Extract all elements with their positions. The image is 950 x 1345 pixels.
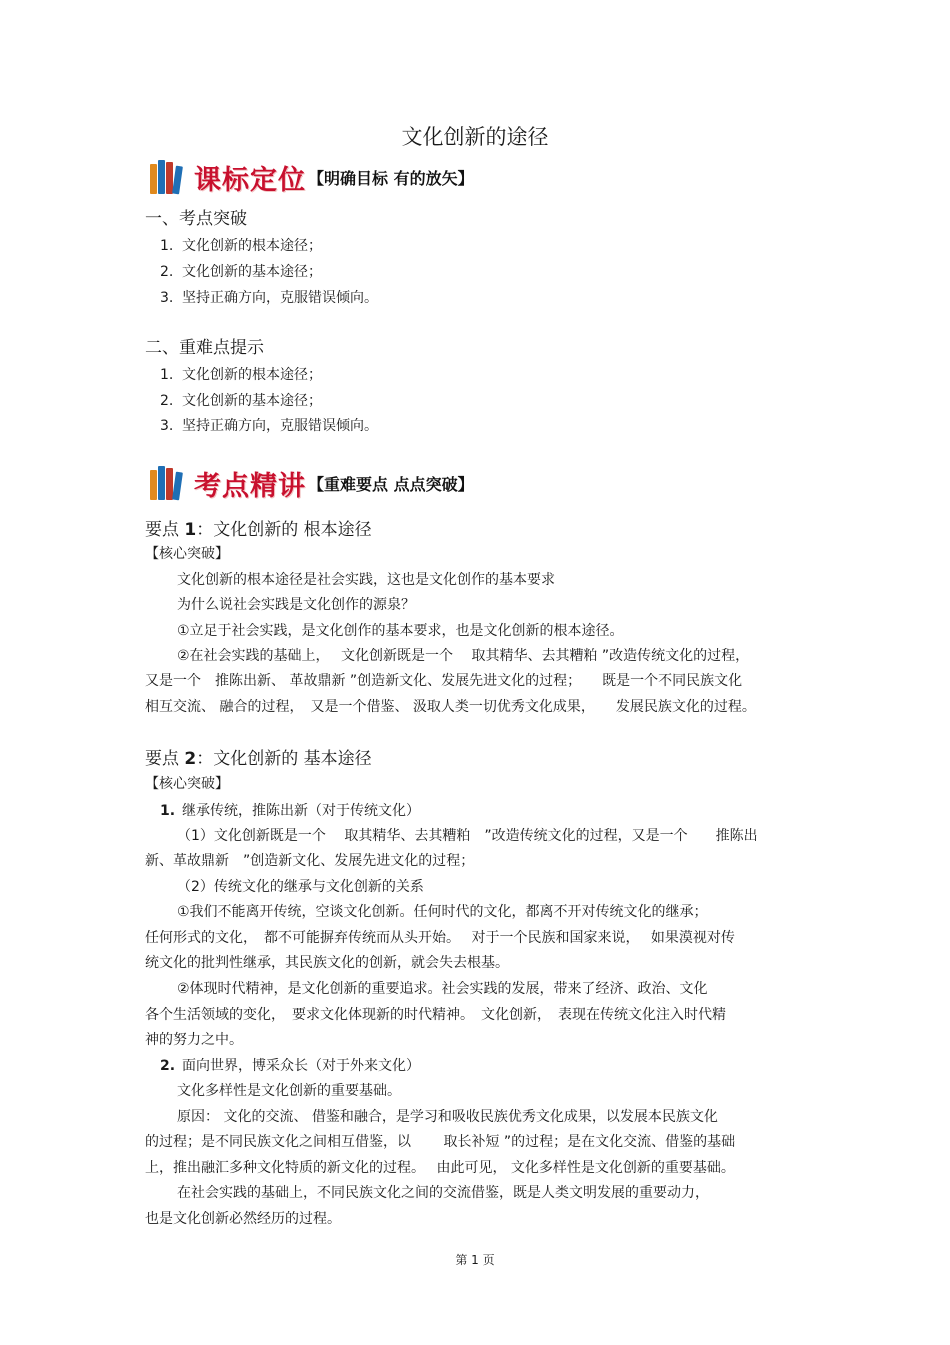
paragraph-line: ①立足于社会实践，是文化创作的基本要求，也是文化创新的根本途径。 bbox=[177, 623, 624, 639]
point-heading: 要点 2：文化创新的 基本途径 bbox=[145, 749, 372, 769]
section-heading: 二、重难点提示 bbox=[145, 338, 264, 358]
books-icon bbox=[150, 160, 186, 194]
paragraph-line: （1）文化创新既是一个 取其精华、去其糟粕 ”改造传统文化的过程，又是一个 推陈出 bbox=[177, 828, 758, 844]
paragraph-line: ②体现时代精神，是文化创新的重要追求。社会实践的发展，带来了经济、政治、文化 bbox=[177, 981, 708, 997]
paragraph-line: 任何形式的文化， 都不可能摒弃传统而从头开始。 对于一个民族和国家来说， 如果漠视对传 bbox=[145, 930, 735, 946]
paragraph-line: ②在社会实践的基础上， 文化创新既是一个 取其精华、去其糟粕 ”改造传统文化的过程， bbox=[177, 648, 750, 664]
list-item: 3. 坚持正确方向，克服错误倾向。 bbox=[160, 418, 378, 434]
paragraph-line: 各个生活领域的变化， 要求文化体现新的时代精神。 文化创新， 表现在传统文化注入时代精 bbox=[145, 1007, 726, 1023]
page-title: 文化创新的途径 bbox=[401, 125, 549, 149]
core-label: 【核心突破】 bbox=[145, 546, 229, 562]
paragraph-line: 新、革故鼎新 ”创造新文化、发展先进文化的过程； bbox=[145, 853, 475, 869]
paragraph-line: 原因： 文化的交流、 借鉴和融合，是学习和吸收民族优秀文化成果，以发展本民族文化 bbox=[177, 1109, 718, 1125]
paragraph-line: 为什么说社会实践是文化创作的源泉？ bbox=[177, 597, 415, 613]
paragraph-line: ①我们不能离开传统，空谈文化创新。任何时代的文化，都离不开对传统文化的继承； bbox=[177, 904, 708, 920]
banner-sub-label: 【明确目标 有的放矢】 bbox=[308, 168, 474, 188]
banner-course-standard bbox=[150, 155, 474, 199]
point-heading: 要点 1：文化创新的 根本途径 bbox=[145, 520, 372, 540]
list-item: 1. 文化创新的根本途径； bbox=[160, 367, 322, 383]
paragraph-line: 文化多样性是文化创新的重要基础。 bbox=[177, 1083, 401, 1099]
list-item: 2. 文化创新的基本途径； bbox=[160, 393, 322, 409]
banner-key-points bbox=[150, 461, 474, 505]
books-icon bbox=[150, 466, 186, 500]
banner-main-label: 课标定位 bbox=[194, 164, 306, 196]
sub-heading: 2. 面向世界，博采众长（对于外来文化） bbox=[160, 1058, 420, 1074]
list-item: 2. 文化创新的基本途径； bbox=[160, 264, 322, 280]
list-item: 1. 文化创新的根本途径； bbox=[160, 238, 322, 254]
section-heading: 一、考点突破 bbox=[145, 209, 247, 229]
paragraph-line: 统文化的批判性继承，其民族文化的创新，就会失去根基。 bbox=[145, 955, 509, 971]
paragraph-line: 的过程；是不同民族文化之间相互借鉴，以 取长补短 ”的过程；是在文化交流、借鉴的基础 bbox=[145, 1134, 736, 1150]
paragraph-line: 也是文化创新必然经历的过程。 bbox=[145, 1211, 341, 1227]
paragraph-line: 文化创新的根本途径是社会实践，这也是文化创作的基本要求 bbox=[177, 572, 555, 588]
paragraph-line: 又是一个 推陈出新、 革故鼎新 ”创造新文化、发展先进文化的过程； 既是一个不同民族文化 bbox=[145, 673, 743, 689]
page-number: 第 1 页 bbox=[455, 1253, 495, 1267]
paragraph-line: 相互交流、 融合的过程， 又是一个借鉴、 汲取人类一切优秀文化成果， 发展民族文化的过程。 bbox=[145, 699, 756, 715]
banner-main-label: 考点精讲 bbox=[194, 470, 306, 502]
paragraph-line: 上，推出融汇多种文化特质的新文化的过程。 由此可见， 文化多样性是文化创新的重要基础。 bbox=[145, 1160, 735, 1176]
banner-sub-label: 【重难要点 点点突破】 bbox=[308, 474, 474, 494]
paragraph-line: 神的努力之中。 bbox=[145, 1032, 243, 1048]
core-label: 【核心突破】 bbox=[145, 776, 229, 792]
paragraph-line: 在社会实践的基础上，不同民族文化之间的交流借鉴，既是人类文明发展的重要动力， bbox=[177, 1185, 709, 1201]
paragraph-line: （2）传统文化的继承与文化创新的关系 bbox=[177, 879, 424, 895]
list-item: 3. 坚持正确方向，克服错误倾向。 bbox=[160, 290, 378, 306]
sub-heading: 1. 继承传统，推陈出新（对于传统文化） bbox=[160, 803, 420, 819]
